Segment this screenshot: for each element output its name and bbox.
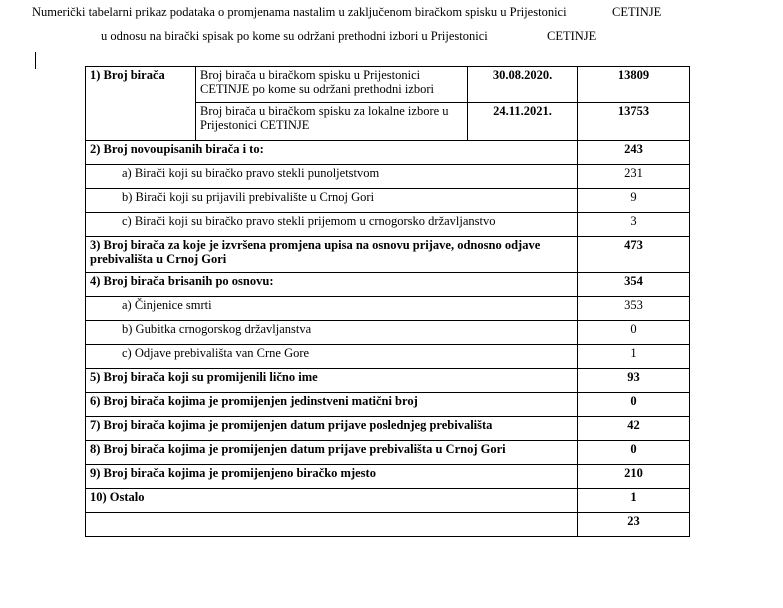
row-1b-description: Broj birača u biračkom spisku za lokalne izbore u Prijestonici CETINJE <box>196 103 468 141</box>
header-line-2-place: CETINJE <box>547 29 597 43</box>
table-row <box>86 141 690 165</box>
row-1a-value: 13809 <box>578 67 690 103</box>
table-row <box>86 441 690 465</box>
header-line-1: Numerički tabelarni prikaz podataka o promjenama nastalim u zaključenom biračkom spisku u Prijestonici <box>32 5 567 19</box>
row-1b-value: 13753 <box>578 103 690 141</box>
row-10-value: 1 <box>578 489 690 513</box>
voter-changes-table <box>85 66 690 537</box>
row-2b-label: b) Birači koji su prijavili prebivalište u Crnoj Gori <box>86 189 578 213</box>
row-2c-value: 3 <box>578 213 690 237</box>
row-4b-label: b) Gubitka crnogorskog državljanstva <box>86 321 578 345</box>
table-row <box>86 273 690 297</box>
table-row <box>86 213 690 237</box>
row-2b-value: 9 <box>578 189 690 213</box>
row-7-label: 7) Broj birača kojima je promijenjen datum prijave poslednjeg prebivališta <box>86 417 578 441</box>
table-row <box>86 189 690 213</box>
row-1b-date: 24.11.2021. <box>468 103 578 141</box>
row-3-label: 3) Broj birača za koje je izvršena promjena upisa na osnovu prijave, odnosno odjave prebivališta u Crnoj Gori <box>86 237 578 273</box>
table-row <box>86 465 690 489</box>
table-row <box>86 513 690 537</box>
row-1a-description: Broj birača u biračkom spisku u Prijestonici CETINJE po kome su održani prethodni izbori <box>196 67 468 103</box>
row-4a-value: 353 <box>578 297 690 321</box>
row-10-label: 10) Ostalo <box>86 489 578 513</box>
table-row <box>86 321 690 345</box>
row-4-label: 4) Broj birača brisanih po osnovu: <box>86 273 578 297</box>
row-4c-value: 1 <box>578 345 690 369</box>
row-9-label: 9) Broj birača kojima je promijenjeno biračko mjesto <box>86 465 578 489</box>
table-row <box>86 369 690 393</box>
row-2-value: 243 <box>578 141 690 165</box>
text-cursor <box>35 52 36 69</box>
table-row <box>86 393 690 417</box>
total-label-cell <box>86 513 578 537</box>
table-row <box>86 67 690 103</box>
row-4c-label: c) Odjave prebivališta van Crne Gore <box>86 345 578 369</box>
table-row <box>86 297 690 321</box>
row-3-value: 473 <box>578 237 690 273</box>
row-4b-value: 0 <box>578 321 690 345</box>
row-4a-label: a) Činjenice smrti <box>86 297 578 321</box>
row-2a-value: 231 <box>578 165 690 189</box>
table-row <box>86 417 690 441</box>
row-4-value: 354 <box>578 273 690 297</box>
row-7-value: 42 <box>578 417 690 441</box>
row-1-label: 1) Broj birača <box>86 67 196 141</box>
table-row <box>86 165 690 189</box>
row-2c-label: c) Birači koji su biračko pravo stekli prijemom u crnogorsko državljanstvo <box>86 213 578 237</box>
row-1a-date: 30.08.2020. <box>468 67 578 103</box>
header-line-2: u odnosu na birački spisak po kome su održani prethodni izbori u Prijestonici <box>101 29 488 43</box>
table-row <box>86 237 690 273</box>
row-5-value: 93 <box>578 369 690 393</box>
row-8-label: 8) Broj birača kojima je promijenjen datum prijave prebivališta u Crnoj Gori <box>86 441 578 465</box>
row-2-label: 2) Broj novoupisanih birača i to: <box>86 141 578 165</box>
row-5-label: 5) Broj birača koji su promijenili lično ime <box>86 369 578 393</box>
total-value: 23 <box>578 513 690 537</box>
table-row <box>86 489 690 513</box>
header-line-1-place: CETINJE <box>612 5 662 19</box>
table-row <box>86 345 690 369</box>
row-2a-label: a) Birači koji su biračko pravo stekli punoljetstvom <box>86 165 578 189</box>
row-6-label: 6) Broj birača kojima je promijenjen jedinstveni matični broj <box>86 393 578 417</box>
row-9-value: 210 <box>578 465 690 489</box>
row-8-value: 0 <box>578 441 690 465</box>
row-6-value: 0 <box>578 393 690 417</box>
